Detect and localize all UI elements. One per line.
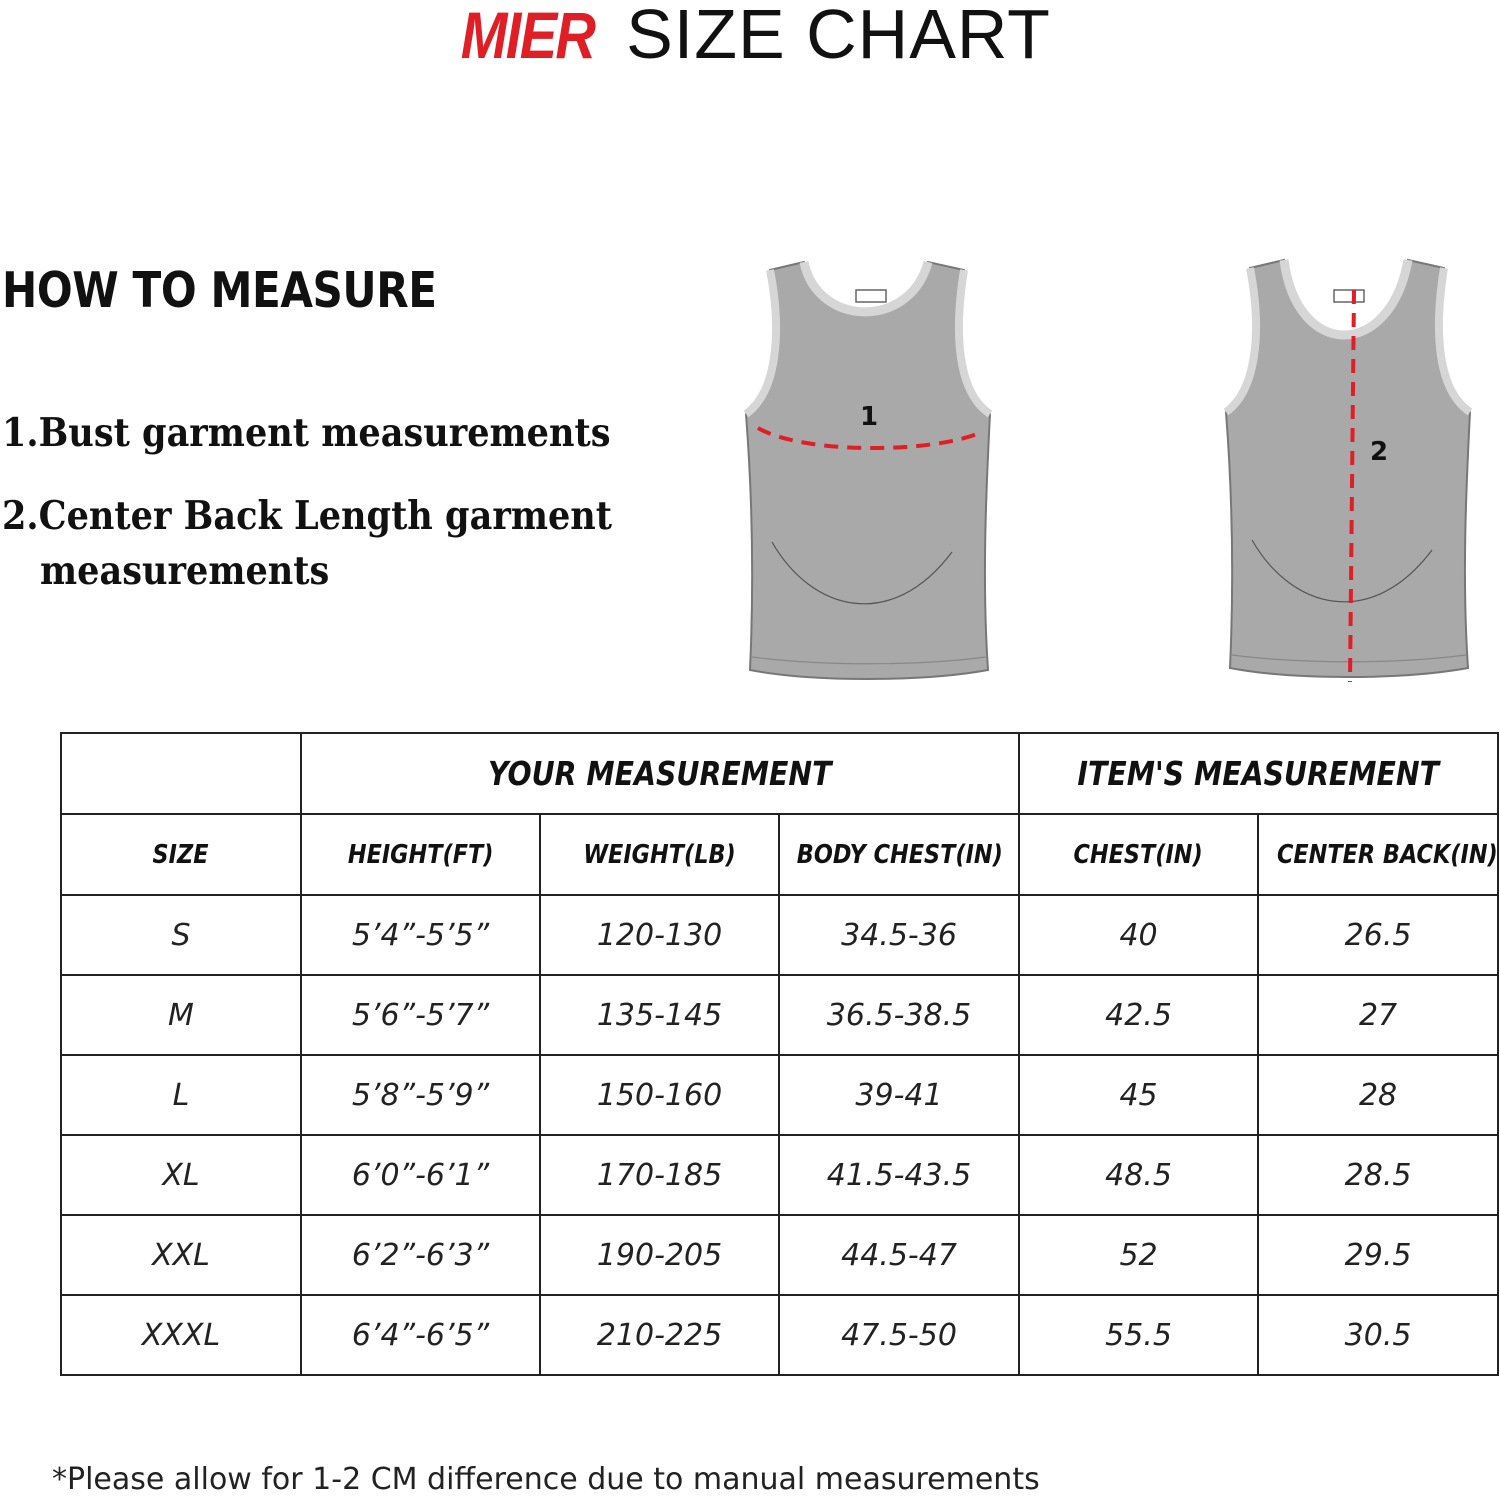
table-cell: 45 <box>1019 1055 1258 1135</box>
table-cell: S <box>61 895 301 975</box>
column-header: BODY CHEST(IN) <box>779 814 1019 895</box>
table-cell: 150-160 <box>540 1055 779 1135</box>
column-header: CHEST(IN) <box>1019 814 1258 895</box>
table-cell: 29.5 <box>1258 1215 1498 1295</box>
brand-logo: MIER <box>460 0 595 72</box>
table-cell: 26.5 <box>1258 895 1498 975</box>
table-cell: 34.5-36 <box>779 895 1019 975</box>
table-cell: 135-145 <box>540 975 779 1055</box>
column-header: CENTER BACK(IN) <box>1258 814 1498 895</box>
group-header-empty <box>61 733 301 814</box>
table-row <box>61 1215 1498 1295</box>
instruction-back-length-cont: measurements <box>40 548 330 594</box>
group-header-your-measurement: YOUR MEASUREMENT <box>301 733 1019 814</box>
table-cell: 6’0”-6’1” <box>301 1135 540 1215</box>
table-cell: 28 <box>1258 1055 1498 1135</box>
column-header: WEIGHT(LB) <box>540 814 779 895</box>
title-text: SIZE CHART <box>626 0 1051 73</box>
table-cell: 52 <box>1019 1215 1258 1295</box>
table-cell: L <box>61 1055 301 1135</box>
table-cell: 41.5-43.5 <box>779 1135 1019 1215</box>
group-header-row <box>61 733 1498 814</box>
group-header-item-measurement: ITEM'S MEASUREMENT <box>1019 733 1498 814</box>
table-cell: XXL <box>61 1215 301 1295</box>
table-cell: XXXL <box>61 1295 301 1375</box>
table-cell: 55.5 <box>1019 1295 1258 1375</box>
column-header-row <box>61 814 1498 895</box>
instruction-bust: 1.Bust garment measurements <box>2 410 611 456</box>
table-row <box>61 1055 1498 1135</box>
table-cell: 170-185 <box>540 1135 779 1215</box>
table-cell: XL <box>61 1135 301 1215</box>
table-cell: 120-130 <box>540 895 779 975</box>
table-row <box>61 1135 1498 1215</box>
footnote: *Please allow for 1-2 CM difference due to manual measurements <box>52 1462 1040 1497</box>
column-header: HEIGHT(FT) <box>301 814 540 895</box>
table-cell: 5’8”-5’9” <box>301 1055 540 1135</box>
table-cell: 39-41 <box>779 1055 1019 1135</box>
table-cell: 27 <box>1258 975 1498 1055</box>
tank-back-illustration <box>1222 250 1474 684</box>
table-cell: 42.5 <box>1019 975 1258 1055</box>
table-cell: 5’4”-5’5” <box>301 895 540 975</box>
table-cell: 44.5-47 <box>779 1215 1019 1295</box>
table-cell: 210-225 <box>540 1295 779 1375</box>
table-cell: 6’2”-6’3” <box>301 1215 540 1295</box>
tank-front-illustration <box>742 252 994 686</box>
table-cell: 5’6”-5’7” <box>301 975 540 1055</box>
table-cell: 40 <box>1019 895 1258 975</box>
column-header: SIZE <box>61 814 301 895</box>
table-cell: 190-205 <box>540 1215 779 1295</box>
table-cell: M <box>61 975 301 1055</box>
table-row <box>61 975 1498 1055</box>
label-2: 2 <box>1370 437 1389 467</box>
table-row <box>61 1295 1498 1375</box>
table-cell: 36.5-38.5 <box>779 975 1019 1055</box>
table-cell: 47.5-50 <box>779 1295 1019 1375</box>
tank-back-body <box>1226 260 1470 677</box>
table-cell: 28.5 <box>1258 1135 1498 1215</box>
label-1: 1 <box>860 402 879 432</box>
table-row <box>61 895 1498 975</box>
table-cell: 48.5 <box>1019 1135 1258 1215</box>
table-cell: 6’4”-6’5” <box>301 1295 540 1375</box>
tank-front-body <box>746 262 990 679</box>
table-cell: 30.5 <box>1258 1295 1498 1375</box>
size-table <box>60 732 1499 1376</box>
instruction-back-length: 2.Center Back Length garment <box>2 493 613 539</box>
how-to-heading: HOW TO MEASURE <box>2 262 437 319</box>
page-title <box>0 0 1500 74</box>
